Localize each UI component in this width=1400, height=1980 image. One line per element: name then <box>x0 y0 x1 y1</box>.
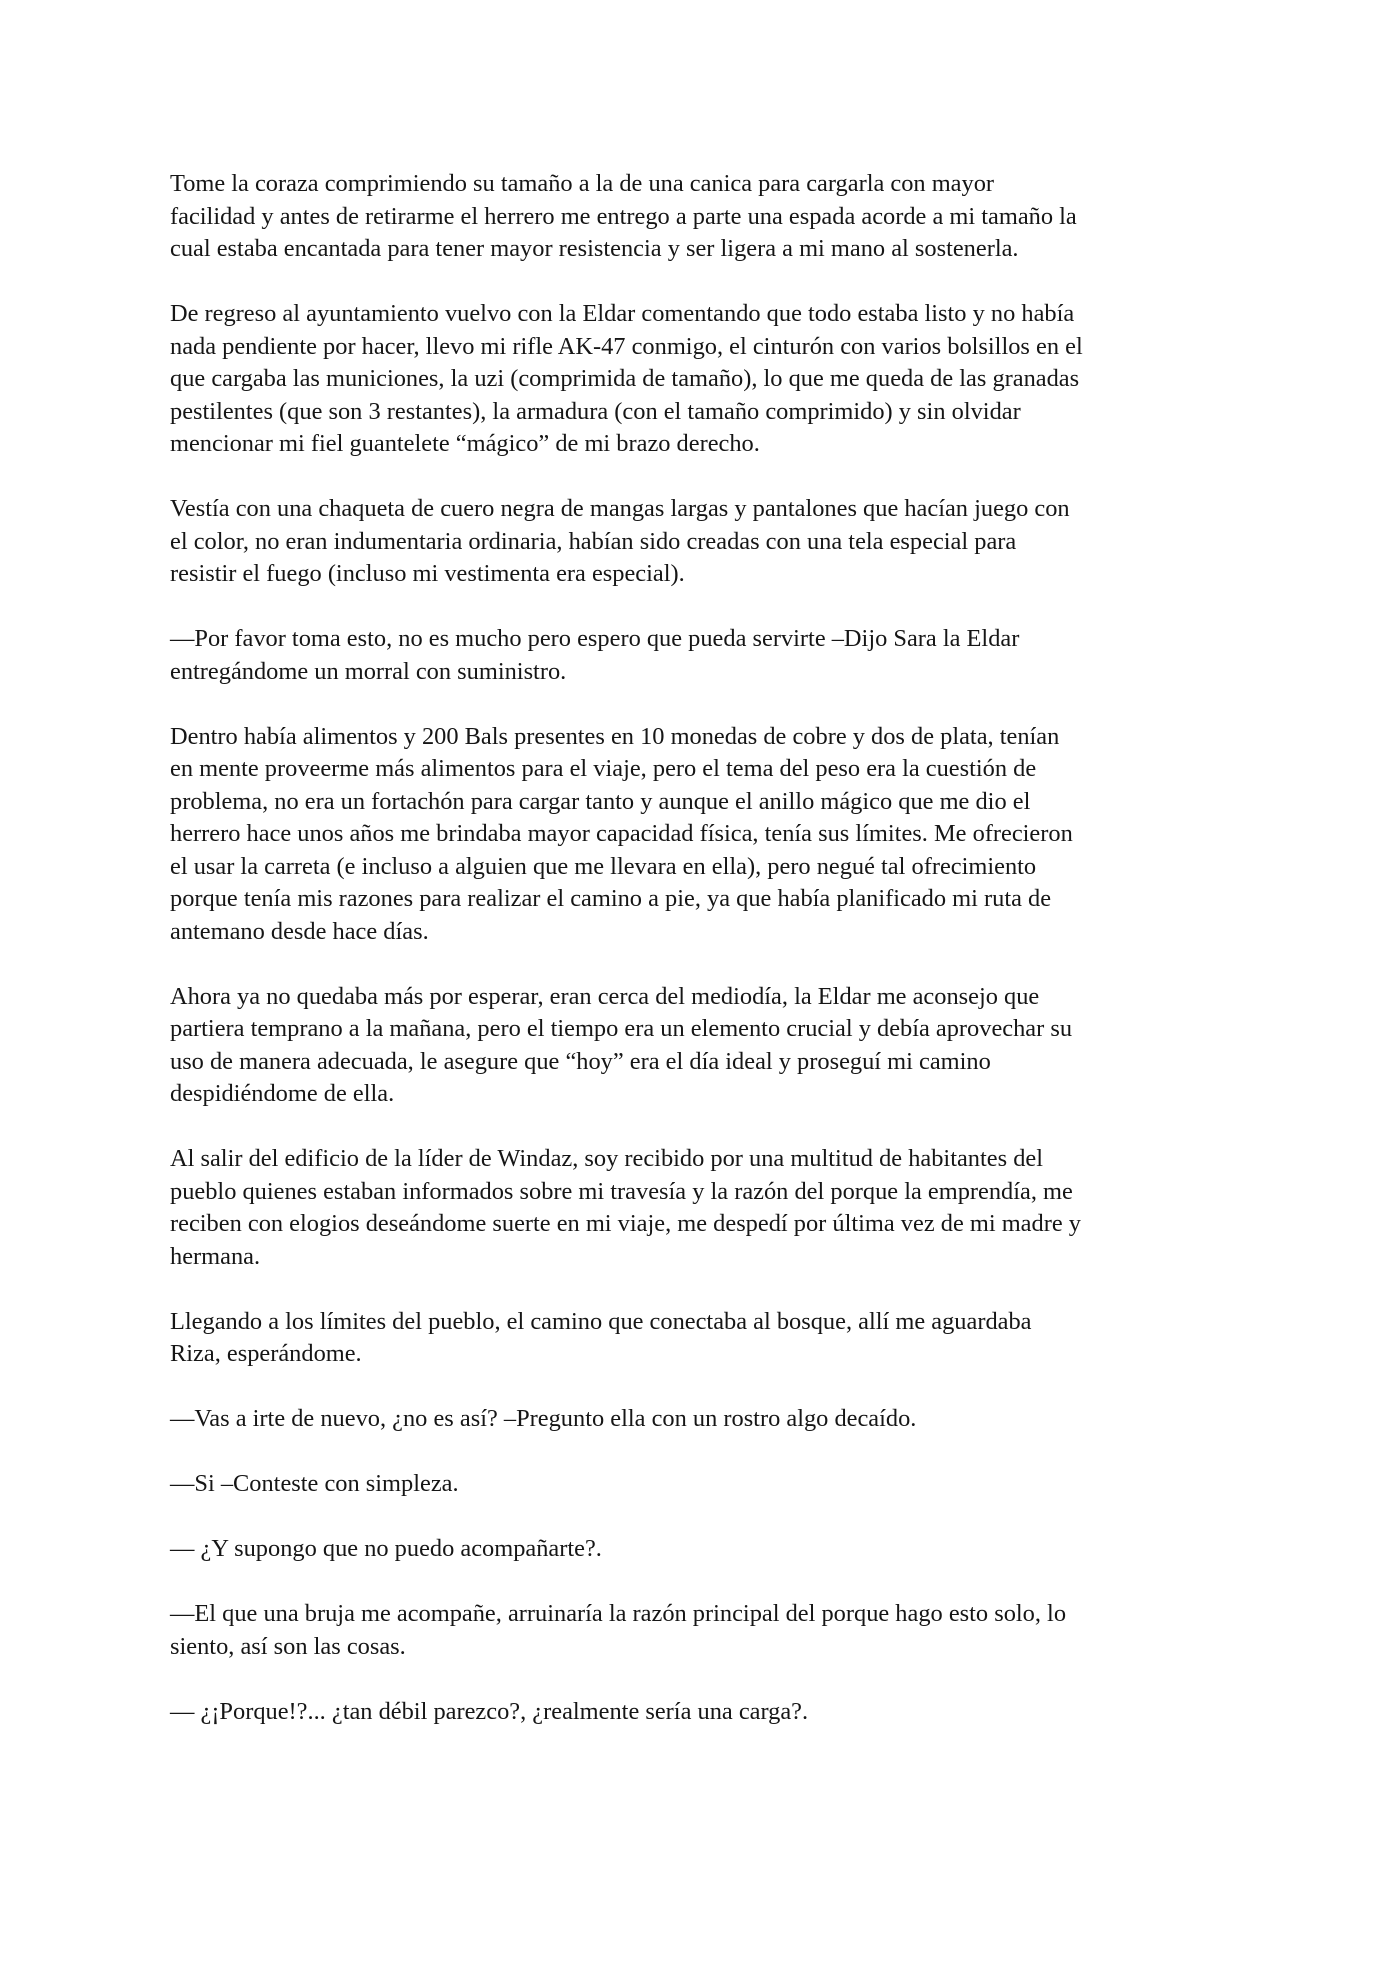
text-line: — ¿Y supongo que no puedo acompañarte?. <box>170 1535 602 1562</box>
text-line: en mente proveerme más alimentos para el viaje, pero el tema del peso era la cuestión de <box>170 755 1037 782</box>
text-line: Vestía con una chaqueta de cuero negra de mangas largas y pantalones que hacían juego con <box>170 495 1070 522</box>
text-line: cual estaba encantada para tener mayor resistencia y ser ligera a mi mano al sostenerla. <box>170 235 1019 262</box>
text-line: uso de manera adecuada, le asegure que “hoy” era el día ideal y proseguí mi camino <box>170 1047 991 1075</box>
text-line: pueblo quienes estaban informados sobre mi travesía y la razón del porque la emprendía, me <box>170 1177 1073 1205</box>
text-line: De regreso al ayuntamiento vuelvo con la Eldar comentando que todo estaba listo y no había <box>170 300 1075 327</box>
text-line: reciben con elogios deseándome suerte en mi viaje, me despedí por última vez de mi madre y <box>170 1210 1081 1237</box>
text-line: despidiéndome de ella. <box>170 1080 395 1107</box>
paragraph-2 <box>170 298 1234 461</box>
paragraph-12 <box>170 1598 1234 1663</box>
text-line: Riza, esperándome. <box>170 1340 362 1367</box>
text-line: siento, así son las cosas. <box>170 1632 406 1660</box>
paragraph-5 <box>170 721 1234 949</box>
text-line: —Por favor toma esto, no es mucho pero espero que pueda servirte –Dijo Sara la Eldar <box>170 625 1020 652</box>
paragraph-6 <box>170 981 1234 1111</box>
text-line: Al salir del edificio de la líder de Windaz, soy recibido por una multitud de habitantes del <box>170 1145 1043 1172</box>
text-line: el color, no eran indumentaria ordinaria, habían sido creadas con una tela especial para <box>170 527 1017 555</box>
text-line: el usar la carreta (e incluso a alguien que me llevara en ella), pero negué tal ofrecimiento <box>170 852 1037 880</box>
text-line: mencionar mi fiel guantelete “mágico” de mi brazo derecho. <box>170 430 760 457</box>
text-line: —Si –Conteste con simpleza. <box>170 1470 459 1497</box>
text-line: que cargaba las municiones, la uzi (comprimida de tamaño), lo que me queda de las granadas <box>170 365 1080 392</box>
text-line: entregándome un morral con suministro. <box>170 657 567 685</box>
text-line: Llegando a los límites del pueblo, el camino que conectaba al bosque, allí me aguardaba <box>170 1307 1032 1335</box>
paragraph-3 <box>170 493 1234 591</box>
text-line: pestilentes (que son 3 restantes), la armadura (con el tamaño comprimido) y sin olvidar <box>170 397 1021 425</box>
paragraph-10 <box>170 1468 1234 1501</box>
paragraph-13 <box>170 1696 1234 1729</box>
paragraph-11 <box>170 1533 1234 1566</box>
paragraph-9 <box>170 1403 1234 1436</box>
text-line: resistir el fuego (incluso mi vestimenta era especial). <box>170 560 685 587</box>
text-line: Dentro había alimentos y 200 Bals presentes en 10 monedas de cobre y dos de plata, tenían <box>170 722 1060 750</box>
text-line: partiera temprano a la mañana, pero el tiempo era un elemento crucial y debía aprovechar su <box>170 1015 1073 1042</box>
document-page <box>170 168 1234 1761</box>
paragraph-8 <box>170 1306 1234 1371</box>
text-line: —El que una bruja me acompañe, arruinaría la razón principal del porque hago esto solo, lo <box>170 1600 1067 1627</box>
text-line: problema, no era un fortachón para cargar tanto y aunque el anillo mágico que me dio el <box>170 787 1031 815</box>
text-line: Ahora ya no quedaba más por esperar, eran cerca del mediodía, la Eldar me aconsejo que <box>170 982 1040 1010</box>
paragraph-4 <box>170 623 1234 688</box>
paragraph-1 <box>170 168 1234 266</box>
text-line: hermana. <box>170 1242 261 1270</box>
text-line: Tome la coraza comprimiendo su tamaño a la de una canica para cargarla con mayor <box>170 170 995 197</box>
text-line: —Vas a irte de nuevo, ¿no es así? –Pregunto ella con un rostro algo decaído. <box>170 1405 917 1432</box>
text-line: porque tenía mis razones para realizar el camino a pie, ya que había planificado mi ruta de <box>170 885 1052 912</box>
text-line: facilidad y antes de retirarme el herrero me entrego a parte una espada acorde a mi tamaño la <box>170 202 1077 230</box>
text-line: herrero hace unos años me brindaba mayor capacidad física, tenía sus límites. Me ofrecieron <box>170 820 1073 847</box>
paragraph-7 <box>170 1143 1234 1273</box>
text-line: nada pendiente por hacer, llevo mi rifle AK-47 conmigo, el cinturón con varios bolsillos en el <box>170 332 1083 360</box>
text-line: antemano desde hace días. <box>170 917 429 945</box>
text-line: — ¿¡Porque!?... ¿tan débil parezco?, ¿realmente sería una carga?. <box>170 1697 809 1725</box>
